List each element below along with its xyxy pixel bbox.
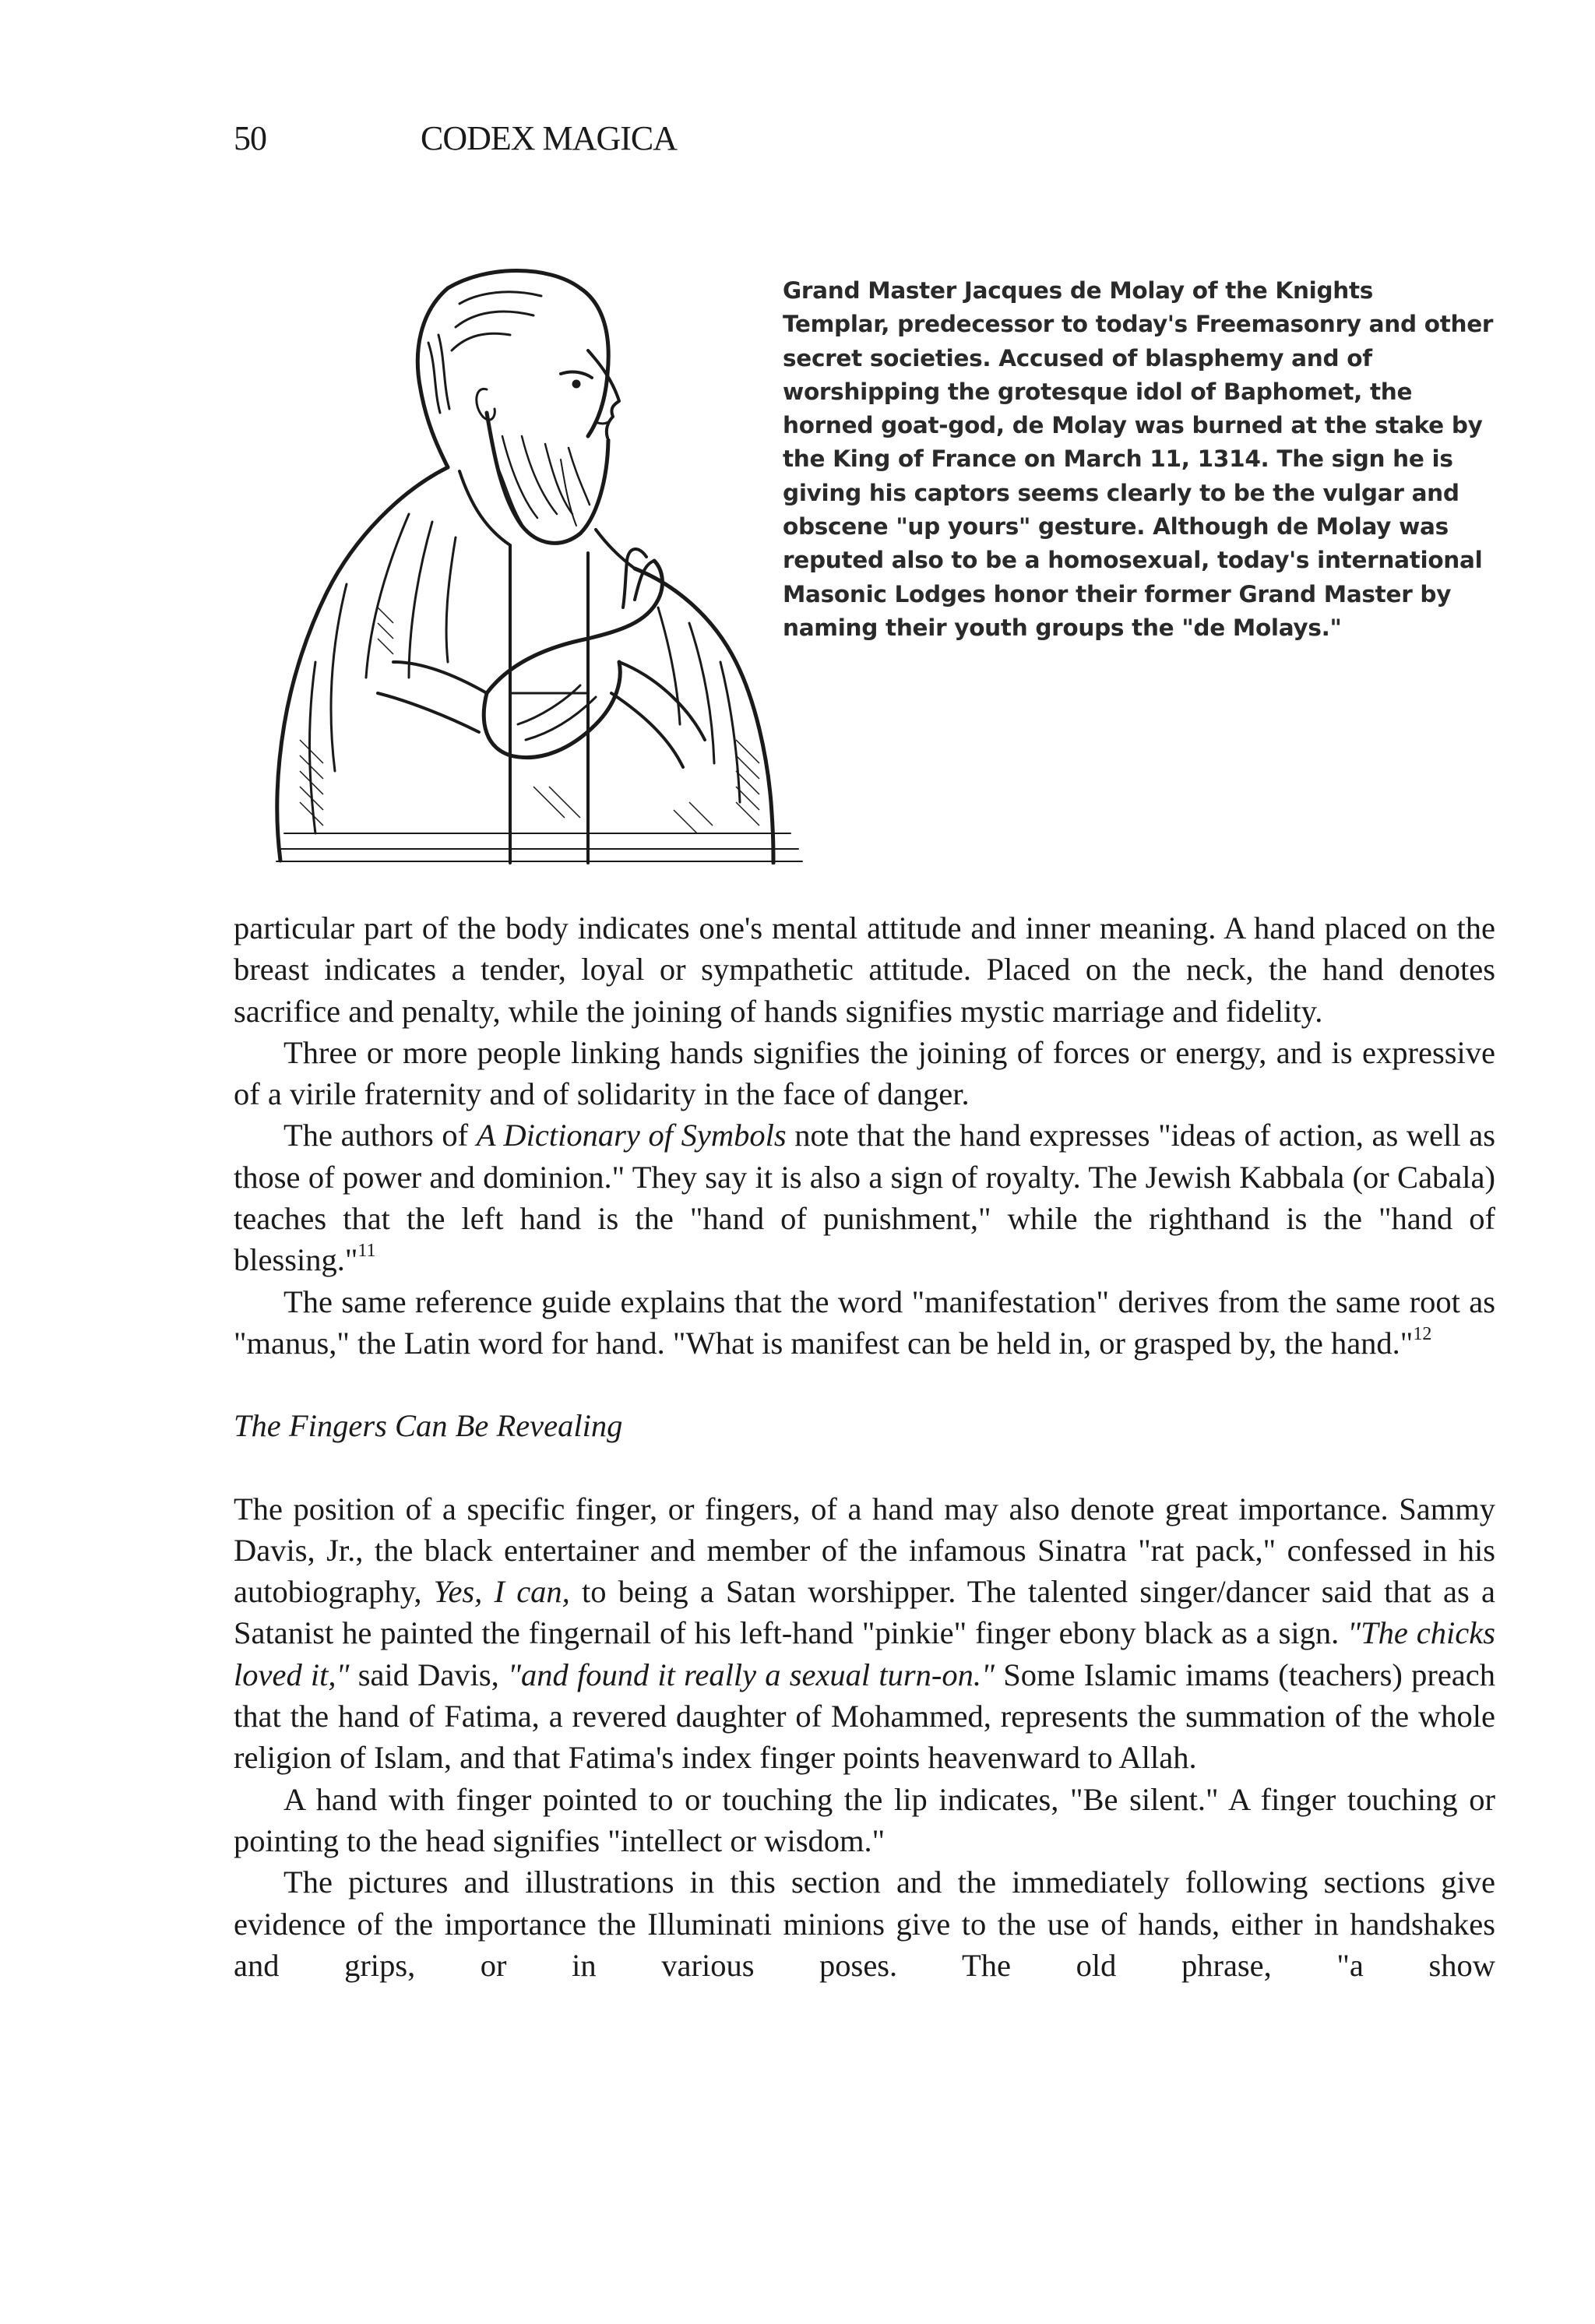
body-text [234,907,1495,1986]
paragraph [234,1281,1495,1364]
text-run: The authors of [283,1118,477,1153]
caption-line: the King of France on March 11, 1314. The sign he is [783,445,1453,473]
caption-line: horned goat-god, de Molay was burned at the stake by [783,412,1483,439]
caption-line: reputed also to be a homosexual, today's international [783,547,1483,574]
paragraph [234,1488,1495,1779]
footnote-ref: 12 [1413,1323,1432,1344]
engraving-portrait-icon [253,257,833,864]
quote: "and found it really a sexual turn-on." [508,1657,995,1692]
text-run: said Davis, [349,1657,508,1692]
paragraph: Three or more people linking hands signifies the joining of forces or energy, and is expressive of a virile fraternity and of solidarity in the face of danger. [234,1034,1495,1112]
portrait-illustration [253,257,833,864]
caption-line: Masonic Lodges honor their former Grand Master by [783,580,1452,607]
caption-line: naming their youth groups the "de Molays." [783,614,1342,641]
text-run: The position of a specific finger, or fingers, of a hand may also denote great importance. Sammy Davis, Jr., the black entertainer and member of the infamous Sinatra "rat pack," confessed in his autobiography, [234,1491,1495,1610]
caption-line: giving his captors seems clearly to be the vulgar and [783,479,1459,506]
section-heading: The Fingers Can Be Revealing [234,1408,623,1444]
text-run: Some Islamic imams (teachers) preach that the hand of Fatima, a revered daughter of Mohammed, represents the summation of the whole religion of Islam, and that Fatima's index finger points heavenward to Allah. [234,1657,1495,1776]
caption-line: Grand Master Jacques de Molay of the Knights [783,277,1374,304]
quote: "The chicks loved it," [234,1615,1495,1692]
caption-line: obscene "up yours" gesture. Although de Molay was [783,513,1449,541]
caption-line: worshipping the grotesque idol of Baphomet, the [783,378,1413,405]
paragraph: The pictures and illustrations in this section and the immediately following sections give evidence of the importance the Illuminati minions give to the use of hands, either in handshakes and grips, or in various poses. The old phrase, "a show [234,1864,1495,1983]
page-header [234,118,677,158]
paragraph: particular part of the body indicates one's mental attitude and inner meaning. A hand placed on the breast indicates a tender, loyal or sympathetic attitude. Placed on the neck, the hand denotes sacrifice and penalty, while the joining of hands signifies mystic marriage and fidelity. [234,910,1495,1029]
paragraph [234,1114,1495,1280]
caption-line: secret societies. Accused of blasphemy and of [783,344,1372,371]
text-run: The same reference guide explains that the word "manifestation" derives from the same root as "manus," the Latin word for hand. "What is manifest can be held in, or grasped by, the hand." [234,1283,1495,1361]
book-title: Yes, I can, [433,1574,570,1610]
text-run: note that the hand expresses "ideas of action, as well as those of power and dominion." They say it is also a sign of royalty. The Jewish Kabbala (or Cabala) teaches that the left hand is the "hand of punishment," while the righthand is the "hand of blessing." [234,1118,1495,1278]
running-title: CODEX MAGICA [421,119,677,157]
page-number: 50 [234,119,266,157]
caption-line: Templar, predecessor to today's Freemasonry and other [783,311,1494,338]
paragraph: A hand with finger pointed to or touching the lip indicates, "Be silent." A finger touching or pointing to the head signifies "intellect or wisdom." [234,1781,1495,1858]
figure-caption [783,274,1494,645]
book-title: A Dictionary of Symbols [476,1118,787,1153]
footnote-ref: 11 [357,1241,376,1262]
text-run: to being a Satan worshipper. The talented singer/dancer said that as a Satanist he painted the fingernail of his left-hand "pinkie" finger ebony black as a sign. [234,1574,1495,1651]
